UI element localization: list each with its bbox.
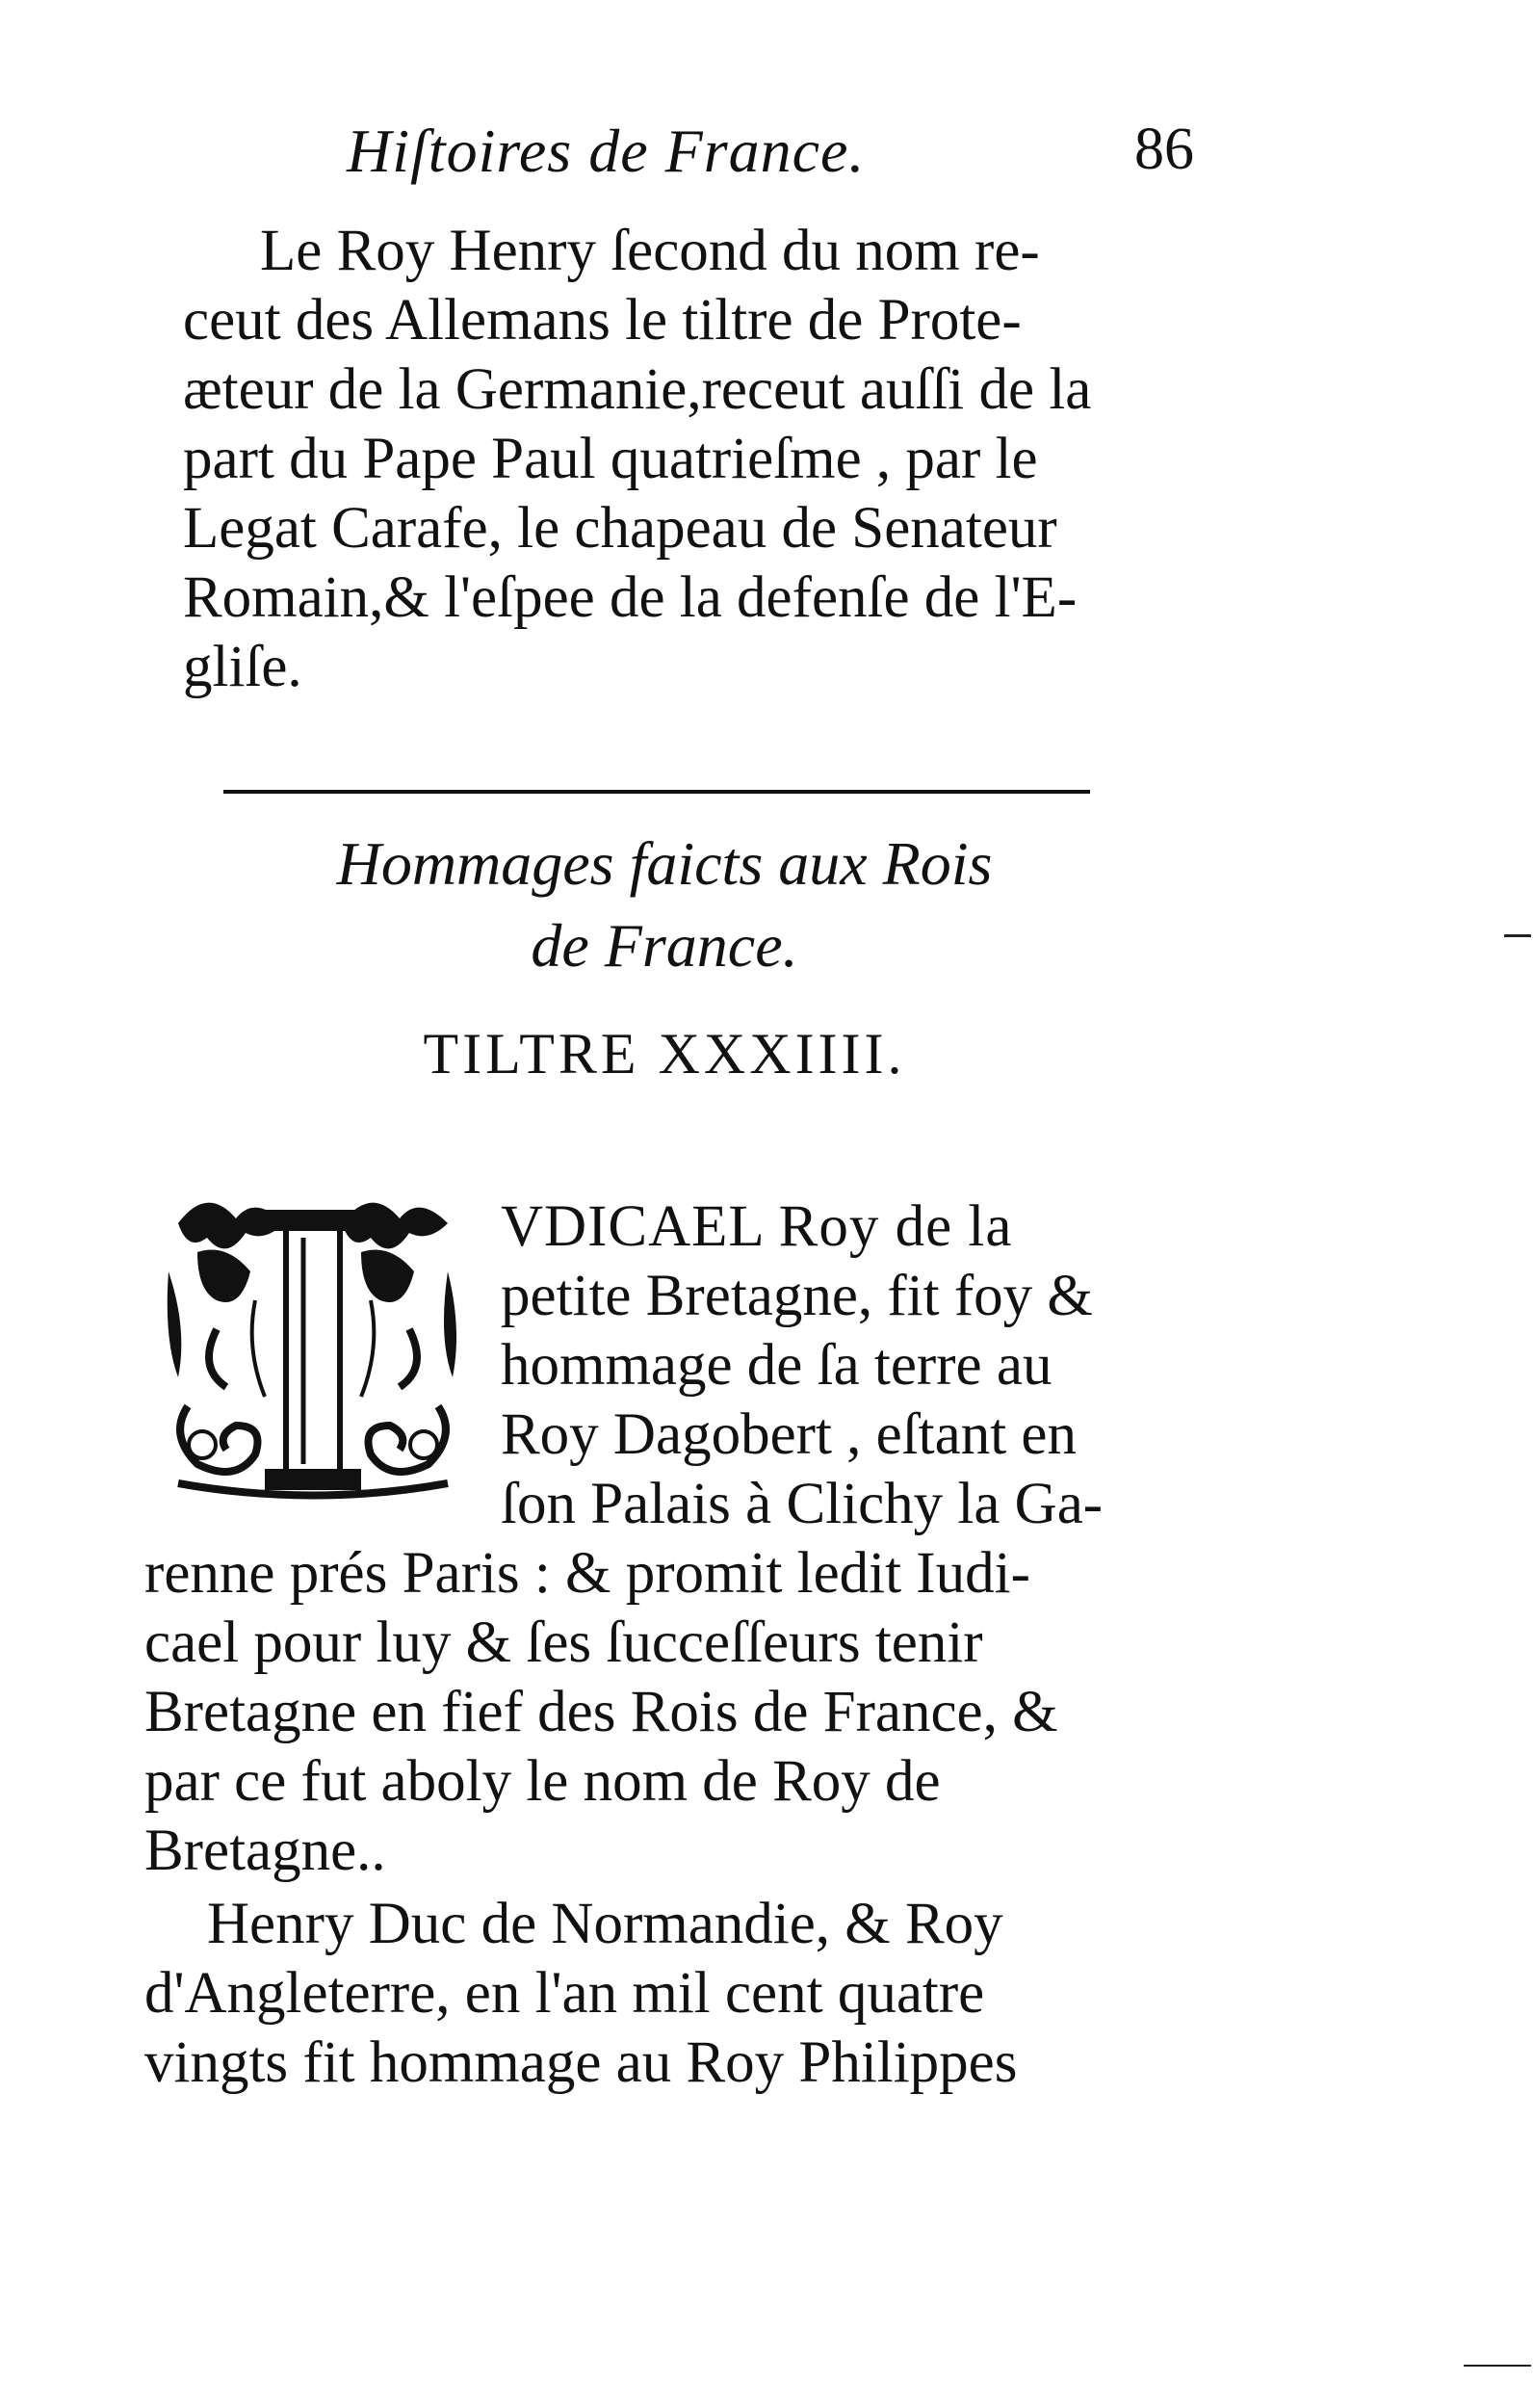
text-line: Henry Duc de Normandie, & Roy [207,1892,1003,1956]
text-line: d'Angleterre, en l'an mil cent quatre [144,1961,985,2026]
text-line: gliſe. [183,635,302,699]
section-title-line1: Hommages faicts aux Rois [336,829,993,898]
text-line: ſon Palais à Clichy la Ga- [501,1472,1104,1536]
text-line: vingts fit hommage au Roy Philippes [144,2030,1018,2095]
scan-artifact [1504,934,1531,937]
text-line: renne prés Paris : & promit ledit Iudi- [144,1541,1030,1606]
text-line: Legat Carafe, le chapeau de Senateur [183,496,1057,561]
text-line: petite Bretagne, fit foy & [501,1264,1093,1328]
text-line: VDICAEL Roy de la [501,1194,1013,1259]
section-divider [223,790,1090,794]
decorated-initial-woodcut [159,1185,467,1503]
text-line: Bretagne en fief des Rois de France, & [144,1680,1058,1744]
text-line: Le Roy Henry ſecond du nom re- [260,219,1040,283]
section-title-line2: de France. [531,911,798,980]
text-line: ceut des Allemans le tiltre de Prote- [183,288,1022,353]
text-line: par ce fut aboly le nom de Roy de [144,1749,941,1814]
running-header [347,116,1194,202]
text-line: hommage de ſa terre au [501,1333,1052,1398]
text-line: part du Pape Paul quatrieſme , par le [183,427,1038,491]
text-line: Roy Dagobert , eſtant en [501,1402,1077,1467]
running-title: Hiſtoires de France. [347,117,866,185]
text-line: Romain,& l'eſpee de la defenſe de l'E- [183,565,1078,630]
woodcut-ornament-icon [159,1185,467,1503]
section-subtitle: TILTRE XXXIIII. [423,1022,906,1086]
scan-artifact [1464,2365,1531,2367]
page-number: 86 [1134,117,1194,182]
text-line: cael pour luy & ſes ſucceſſeurs tenir [144,1610,983,1675]
text-line: Bretagne.. [144,1819,386,1883]
text-line: ӕteur de la Germanie,receut auſſi de la [183,357,1092,422]
